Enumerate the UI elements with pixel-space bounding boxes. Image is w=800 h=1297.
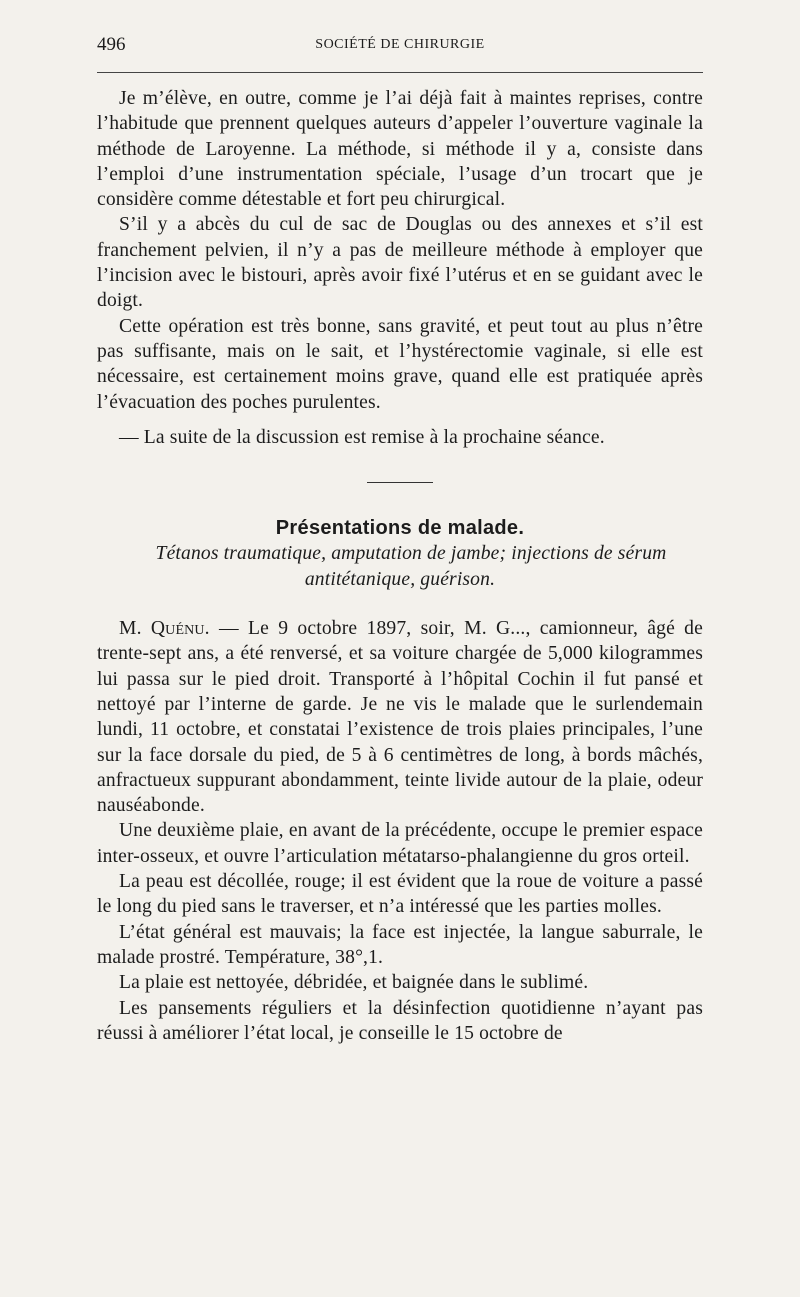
page-header (97, 34, 703, 60)
running-title: SOCIÉTÉ DE CHIRURGIE (315, 37, 485, 52)
paragraph-text: — Le 9 octobre 1897, soir, M. G..., camionneur, âgé de trente-sept ans, a été renversé, et sa voiture chargée de 5,000 kilogrammes lui passa sur le pied droit. Transporté à l’hôpital Cochin il fut pansé et nettoyé par l’interne de garde. Je ne vis le malade que le surlendemain lundi, 11 octobre, et constatai l’existence de trois plaies principales, l’une sur la face dorsale du pied, de 5 à 6 centimètres de long, à bords mâchés, anfractueux suppurant abondamment, teinte livide autour de la plaie, odeur nauséabonde. (97, 618, 703, 817)
paragraph: Je m’élève, en outre, comme je l’ai déjà fait à maintes reprises, contre l’habitude que prennent quelques auteurs d’appeler l’ouverture vaginale la méthode de Laroyenne. La méthode, si méthode il y a, consiste dans l’emploi d’une instrumentation spéciale, l’usage d’un trocart que je considère comme détestable et fort peu chirurgical. (97, 88, 703, 211)
paragraph: La peau est décollée, rouge; il est évident que la roue de voiture a passé le long du pied sans le traverser, et n’a intéressé que les parties molles. (97, 871, 703, 918)
page-number: 496 (97, 34, 126, 55)
header-rule (97, 72, 703, 73)
section-divider (367, 482, 433, 483)
spacer (97, 415, 703, 425)
paragraph: Une deuxième plaie, en avant de la précédente, occupe le premier espace inter-osseux, et ouvre l’articulation métatarso-phalangienne du gros orteil. (97, 820, 703, 867)
author-name: M. Quénu. (119, 618, 210, 640)
paragraph: L’état général est mauvais; la face est injectée, la langue saburrale, le malade prostré. Température, 38°,1. (97, 921, 703, 968)
paragraph: Cette opération est très bonne, sans gravité, et peut tout au plus n’être pas suffisante, mais on le sait, et l’hystérectomie vaginale, si elle est nécessaire, est certainement moins grave, quand elle est pratiquée après l’évacuation des poches purulentes. (97, 315, 703, 413)
paragraph: La plaie est nettoyée, débridée, et baignée dans le sublimé. (119, 972, 589, 994)
paragraph (97, 616, 703, 818)
discussion-continuation-note: — La suite de la discussion est remise à la prochaine séance. (119, 426, 605, 448)
section-heading: Présentations de malade. (275, 517, 525, 540)
case-title: Tétanos traumatique, amputation de jambe; injections de sérum antitétanique, guérison. (155, 543, 667, 590)
paragraph: Les pansements réguliers et la désinfection quotidienne n’ayant pas réussi à améliorer l’état local, je conseille le 15 octobre de (97, 997, 703, 1044)
spacer (97, 592, 703, 616)
paragraph: S’il y a abcès du cul de sac de Douglas ou des annexes et s’il est franchement pelvien, il n’y a pas de meilleure méthode à employer que l’incision avec le bistouri, après avoir fixé l’utérus et en se guidant avec le doigt. (97, 214, 703, 312)
body-text (97, 86, 703, 1046)
